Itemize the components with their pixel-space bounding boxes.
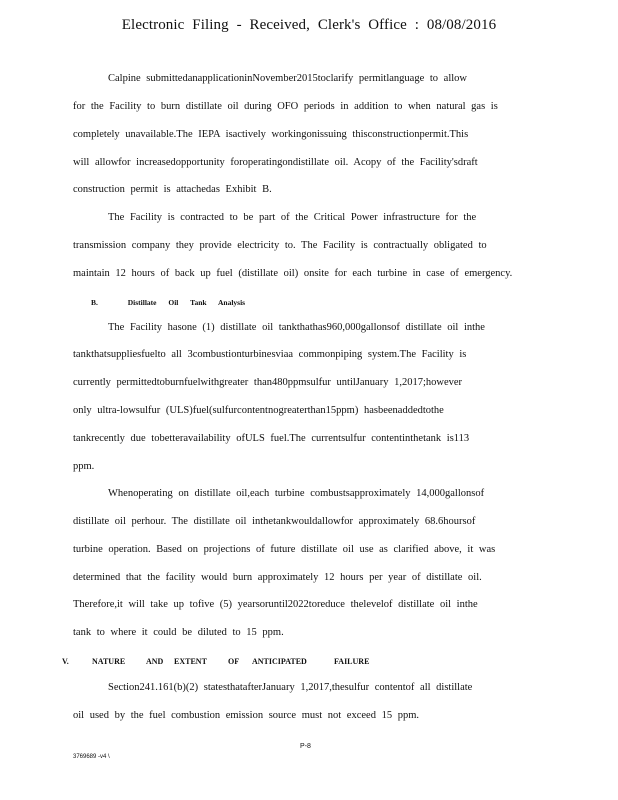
section-v-word: OF: [228, 657, 240, 666]
paragraph1-line: will allowfor increasedopportunity foroperatingondistillate oil. Acopy of the Facility'sdraft: [73, 157, 478, 168]
section-v-heading: [62, 657, 382, 669]
paragraph4-line: distillate oil perhour. The distillate oil inthetankwouldallowfor approximately 68.6hoursof: [73, 516, 476, 527]
page-number: P-8: [300, 743, 311, 750]
paragraph1-line: Calpine submittedanapplicationinNovember2015toclarify permitlanguage to allow: [108, 73, 467, 84]
section-v-word: ANTICIPATED: [252, 657, 307, 666]
paragraph5-line: Section241.161(b)(2) statesthatafterJanuary 1,2017,thesulfur contentof all distillate: [108, 682, 473, 693]
section-v-word: EXTENT: [174, 657, 207, 666]
paragraph3-line: tankthatsuppliesfuelto all 3combustionturbinesviaa commonpiping system.The Facility is: [73, 349, 467, 360]
paragraph3-line: only ultra-lowsulfur (ULS)fuel(sulfurcontentnogreaterthan15ppm) hasbeenaddedtothe: [73, 405, 444, 416]
paragraph3-line: ppm.: [73, 461, 95, 472]
paragraph1-line: for the Facility to burn distillate oil during OFO periods in addition to when natural gas is: [73, 101, 498, 112]
section-v-word: NATURE: [92, 657, 126, 666]
section-b-heading: [91, 298, 245, 307]
paragraph1-line: completely unavailable.The IEPA isactively workingonissuing thisconstructionpermit.This: [73, 129, 469, 140]
paragraph4-line: Therefore,it will take up tofive (5) yearsoruntil2022toreduce thelevelof distillate oil inthe: [73, 599, 478, 610]
section-v-label: V.: [62, 657, 69, 666]
document-id: 3769689 -v4 \: [73, 754, 110, 760]
paragraph5-line: oil used by the fuel combustion emission source must not exceed 15 ppm.: [73, 710, 419, 721]
paragraph3-line: The Facility hasone (1) distillate oil tankthathas960,000gallonsof distillate oil inthe: [108, 322, 485, 333]
section-v-word: FAILURE: [334, 657, 370, 666]
filing-header: Electronic Filing - Received, Clerk's Office : 08/08/2016: [121, 17, 497, 33]
paragraph2-line: transmission company they provide electricity to. The Facility is contractually obligated to: [73, 240, 487, 251]
paragraph3-line: currently permittedtoburnfuelwithgreater than480ppmsulfur untilJanuary 1,2017;however: [73, 377, 463, 388]
section-v-word: AND: [146, 657, 164, 666]
paragraph4-line: Whenoperating on distillate oil,each turbine combustsapproximately 14,000gallonsof: [108, 488, 485, 499]
section-b-title: Distillate Oil Tank Analysis: [127, 298, 246, 307]
paragraph4-line: determined that the facility would burn approximately 12 hours per year of distillate oil.: [73, 572, 482, 583]
paragraph3-line: tankrecently due tobetteravailability ofULS fuel.The currentsulfur contentinthetank is113: [73, 433, 470, 444]
paragraph4-line: tank to where it could be diluted to 15 ppm.: [73, 627, 284, 638]
paragraph2-line: maintain 12 hours of back up fuel (distillate oil) onsite for each turbine in case of emergency.: [73, 268, 513, 279]
paragraph4-line: turbine operation. Based on projections of future distillate oil use as clarified above, it was: [73, 544, 496, 555]
paragraph2-line: The Facility is contracted to be part of the Critical Power infrastructure for the: [108, 212, 477, 223]
paragraph1-line: construction permit is attachedas Exhibit B.: [73, 184, 272, 195]
section-b-label: B.: [91, 298, 98, 307]
